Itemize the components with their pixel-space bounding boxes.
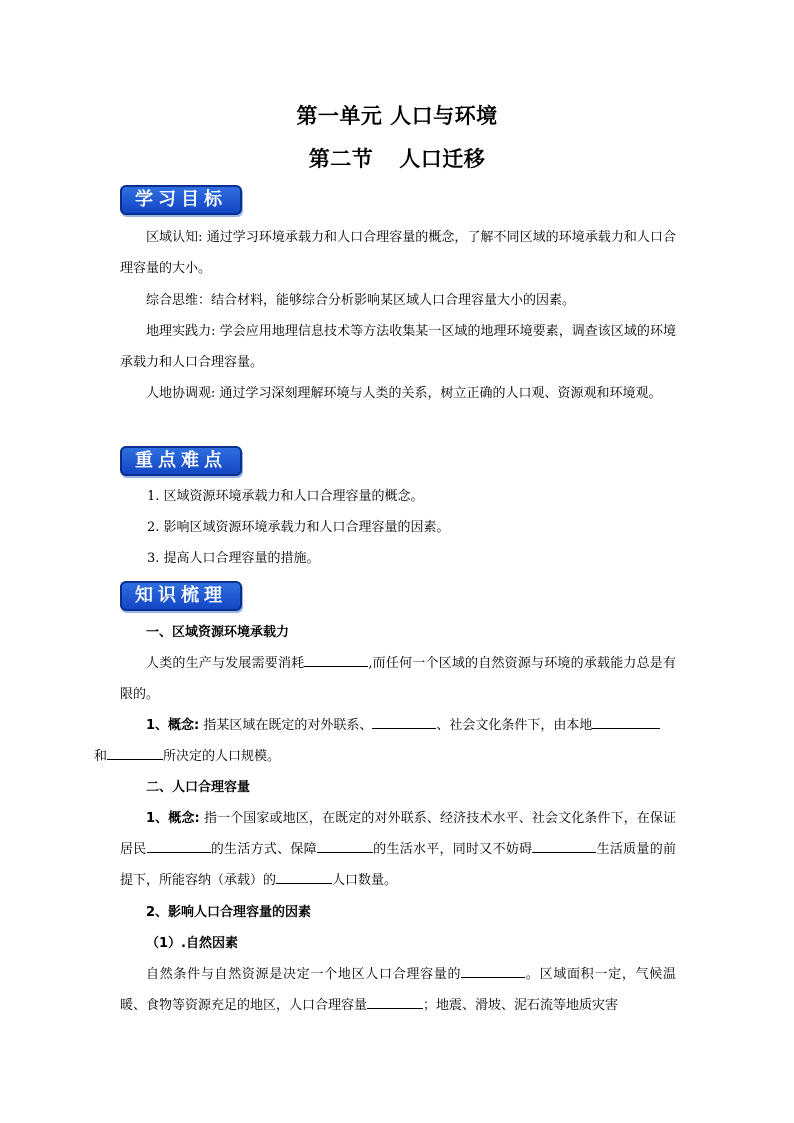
concept-label: 1、概念: (146, 718, 200, 733)
fill-blank[interactable] (592, 714, 660, 729)
paragraph-concept-capacity: 1、概念: 指一个国家或地区，在既定的对外联系、经济技术水平、社会文化条件下，在保证居民 的生活方式、保障 的生活水平，同时又不妨碍 生活质量的前提下，所能容纳（承载）的 人口数量。 (120, 811, 677, 888)
paragraph-concept-carrying: 1、概念: 指某区域在既定的对外联系、 、社会文化条件下，由本地 和 所决定的人口规模。 (120, 710, 676, 772)
concept-label: 1、概念: (146, 811, 200, 826)
section-title (0, 143, 794, 173)
fill-blank[interactable] (461, 963, 525, 978)
fill-blank[interactable] (317, 838, 373, 853)
goal-geographic-practice: 地理实践力: 学会应用地理信息技术等方法收集某一区域的地理环境要素，调查该区域的环境承载力和人口合理容量。 (120, 324, 676, 370)
key-point-item: 3. 提高人口合理容量的措施。 (147, 551, 320, 566)
fill-blank[interactable] (372, 714, 436, 729)
paragraph-consumption: 人类的生产与发展需要消耗 ,而任何一个区域的自然资源与环境的承载能力总是有限的。 (120, 648, 676, 710)
fill-blank[interactable] (532, 838, 596, 853)
section-label: 第二节 (308, 147, 374, 171)
paragraph-natural-factors: 自然条件与自然资源是决定一个地区人口合理容量的 。区域面积一定，气候温暖、食物等资源充足的地区，人口合理容量 ；地震、滑坡、泥石流等地质灾害 (120, 959, 676, 1021)
goal-comprehensive-thinking: 综合思维：结合材料，能够综合分析影响某区域人口合理容量大小的因素。 (146, 293, 576, 308)
goal-regional-cognition: 区域认知: 通过学习环境承载力和人口合理容量的概念，了解不同区域的环境承载力和人口合理容量的大小。 (120, 230, 676, 276)
key-point-item: 2. 影响区域资源环境承载力和人口合理容量的因素。 (147, 520, 450, 535)
fill-blank[interactable] (276, 869, 332, 884)
key-point-item: 1. 区域资源环境承载力和人口合理容量的概念。 (147, 489, 424, 504)
fill-blank[interactable] (107, 745, 163, 760)
fill-blank[interactable] (304, 652, 368, 667)
unit-title: 第一单元 人口与环境 (296, 104, 498, 128)
heading-influencing-factors: 2、影响人口合理容量的因素 (146, 905, 312, 920)
goal-human-land-harmony: 人地协调观: 通过学习深刻理解环境与人类的关系，树立正确的人口观、资源观和环境观。 (146, 386, 662, 401)
learning-goals-badge: 学习目标 (120, 185, 242, 215)
fill-blank[interactable] (367, 994, 423, 1009)
key-points-badge: 重点难点 (120, 446, 242, 476)
section-name: 人口迁移 (399, 147, 486, 171)
heading-population-capacity: 二、人口合理容量 (146, 780, 251, 795)
fill-blank[interactable] (147, 838, 211, 853)
heading-carrying-capacity: 一、区域资源环境承载力 (146, 625, 290, 640)
heading-natural-factors: （1）.自然因素 (146, 936, 238, 951)
knowledge-badge: 知识梳理 (120, 581, 242, 611)
